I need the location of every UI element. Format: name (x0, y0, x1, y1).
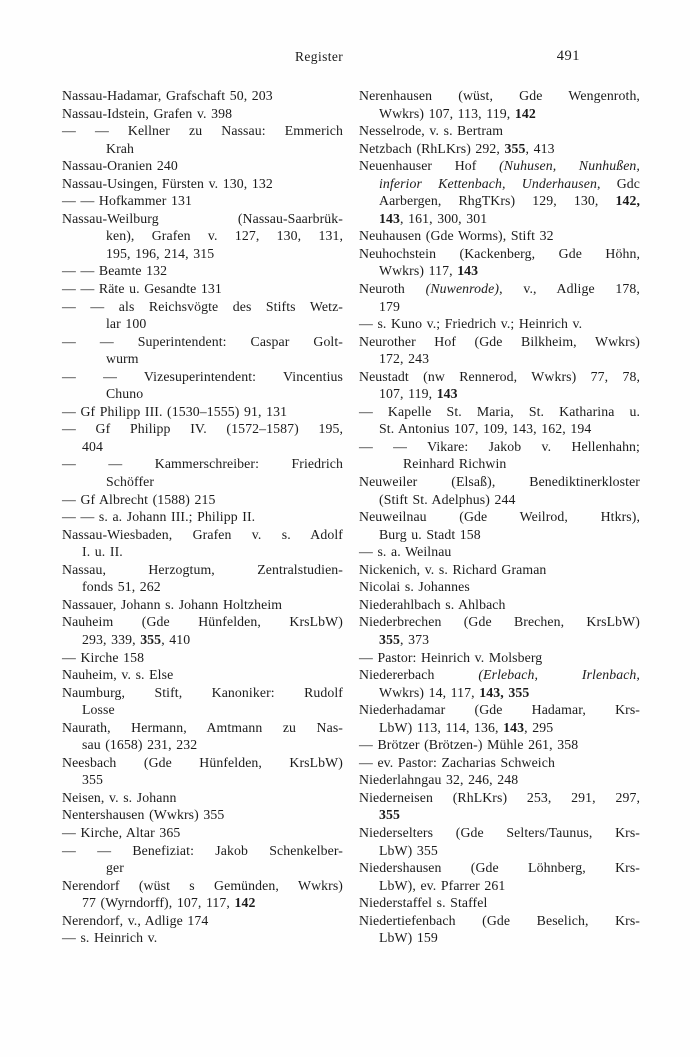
index-column-right (359, 87, 640, 947)
index-line (359, 894, 640, 912)
bold-page-ref: 143 (379, 210, 400, 226)
index-line (62, 666, 343, 684)
text-run: 107, 119, (379, 386, 437, 402)
italic-name-variant: inferior Kettenbach, Underhausen (379, 175, 597, 191)
text-run: Niedererbach (359, 667, 479, 683)
italic-name-variant: (Nuhusen, Nunhußen, (499, 158, 640, 174)
text-run: Wwkrs) 117, (379, 263, 458, 279)
text-run: — — Benefiziat: Jakob Schenkelber- (62, 842, 343, 858)
text-run: Niederlahngau 32, 246, 248 (359, 772, 519, 788)
index-line (62, 227, 343, 245)
text-run: Nesselrode, v. s. Bertram (359, 123, 504, 139)
index-line (62, 333, 343, 351)
text-run: Niederhadamar (Gde Hadamar, Krs- (359, 702, 640, 718)
index-line (62, 87, 343, 105)
text-run: — — Superintendent: Caspar Golt- (62, 333, 343, 349)
index-line (62, 701, 343, 719)
index-line (359, 315, 640, 333)
index-line (62, 543, 343, 561)
text-run: fonds 51, 262 (82, 579, 161, 595)
text-run: Nassau-Idstein, Grafen v. 398 (62, 105, 233, 121)
bold-page-ref: 142 (514, 105, 536, 121)
text-run: Neuweilnau (Gde Weilrod, Htkrs), (359, 509, 640, 525)
text-run: 195, 196, 214, 315 (106, 245, 215, 261)
text-run: ger (106, 860, 124, 876)
text-run: I. u. II. (82, 544, 123, 560)
text-run: Nassau, Herzogtum, Zentralstudien- (62, 561, 343, 577)
text-run: Nickenich, v. s. Richard Graman (359, 561, 547, 577)
text-run: Nassau-Usingen, Fürsten v. 130, 132 (62, 175, 273, 191)
index-line (359, 561, 640, 579)
bold-page-ref: 142 (234, 895, 256, 911)
index-line (359, 929, 640, 947)
index-line (62, 912, 343, 930)
index-line (62, 631, 343, 649)
index-columns (62, 87, 640, 947)
text-run: — Kapelle St. Maria, St. Katharina u. (359, 403, 640, 419)
index-line (62, 859, 343, 877)
index-line (62, 368, 343, 386)
text-run: — — Vizesuperintendent: Vincentius (62, 368, 343, 384)
index-line (359, 192, 640, 210)
text-run: LbW), ev. Pfarrer 261 (379, 877, 506, 893)
text-run: 355 (82, 772, 103, 788)
index-line (359, 631, 640, 649)
index-line (62, 122, 343, 140)
text-run: LbW) 113, 114, 136, (379, 719, 504, 735)
text-run: Nentershausen (Wwkrs) 355 (62, 807, 225, 823)
bold-page-ref: 355 (379, 807, 400, 823)
bold-page-ref: 143 (436, 386, 458, 402)
index-line (359, 701, 640, 719)
bold-page-ref: 355 (504, 140, 526, 156)
index-line (62, 298, 343, 316)
text-run: , 295 (524, 719, 554, 735)
index-line (359, 684, 640, 702)
text-run: Niederneisen (RhLKrs) 253, 291, 297, (359, 789, 640, 805)
index-line (359, 754, 640, 772)
text-run: Nicolai s. Johannes (359, 579, 470, 595)
text-run: Niedershausen (Gde Löhnberg, Krs- (359, 860, 640, 876)
text-run: wurm (106, 351, 139, 367)
index-line (359, 157, 640, 175)
text-run: — s. Heinrich v. (62, 930, 158, 946)
text-run: — — als Reichsvögte des Stifts Wetz- (62, 298, 343, 314)
index-line (359, 227, 640, 245)
index-line (62, 140, 343, 158)
text-run: Nerenhausen (wüst, Gde Wengenroth, (359, 88, 640, 103)
index-line (62, 491, 343, 509)
text-run: ken), Grafen v. 127, 130, 131, (106, 228, 343, 244)
text-run: Schöffer (106, 474, 155, 490)
text-run: Neisen, v. s. Johann (62, 789, 177, 805)
text-run: Neesbach (Gde Hünfelden, KrsLbW) (62, 754, 343, 770)
text-run: Niedertiefenbach (Gde Beselich, Krs- (359, 912, 640, 928)
index-line (62, 894, 343, 912)
index-line (359, 789, 640, 807)
text-run: lar 100 (106, 316, 147, 332)
index-line (359, 262, 640, 280)
bold-page-ref: 143 (503, 719, 525, 735)
text-run: LbW) 355 (379, 842, 438, 858)
bold-page-ref: 355 (379, 631, 400, 647)
index-line (359, 385, 640, 403)
index-line (62, 105, 343, 123)
text-run: Niederahlbach s. Ahlbach (359, 596, 506, 612)
text-run: Neuhausen (Gde Worms), Stift 32 (359, 228, 554, 244)
index-line (359, 333, 640, 351)
text-run: 77 (Wyrndorff), 107, 117, (82, 895, 235, 911)
index-line (359, 596, 640, 614)
index-line (359, 666, 640, 684)
index-line (62, 929, 343, 947)
index-line (62, 262, 343, 280)
text-run: , 413 (525, 140, 555, 156)
index-line (359, 824, 640, 842)
index-line (359, 649, 640, 667)
text-run: — — Kammerschreiber: Friedrich (62, 456, 343, 472)
index-line (62, 280, 343, 298)
index-line (359, 842, 640, 860)
text-run: Naumburg, Stift, Kanoniker: Rudolf (62, 684, 343, 700)
index-line (62, 192, 343, 210)
text-run: — — Räte u. Gesandte 131 (62, 281, 222, 297)
text-run: Aarbergen, RhgTKrs) 129, 130, (379, 193, 616, 209)
text-run: — Gf Philipp IV. (1572–1587) 195, (62, 421, 343, 437)
text-run: 179 (379, 298, 400, 314)
index-line (359, 140, 640, 158)
text-run: — s. a. Weilnau (359, 544, 452, 560)
text-run: Nassauer, Johann s. Johann Holtzheim (62, 596, 283, 612)
index-line (62, 210, 343, 228)
index-line (62, 455, 343, 473)
index-line (359, 771, 640, 789)
index-line (62, 578, 343, 596)
index-column-left (62, 87, 343, 947)
index-line (62, 824, 343, 842)
bold-page-ref: 143, 355 (479, 684, 530, 700)
text-run: Neustadt (nw Rennerod, Wwkrs) 77, 78, (359, 368, 640, 384)
index-line (62, 561, 343, 579)
text-run: 172, 243 (379, 351, 430, 367)
text-run: Naurath, Hermann, Amtmann zu Nas- (62, 719, 343, 735)
text-run: Nassau-Oranien 240 (62, 158, 178, 174)
index-line (62, 613, 343, 631)
text-run: Netzbach (RhLKrs) 292, (359, 140, 505, 156)
index-line (62, 385, 343, 403)
page-number: 491 (556, 48, 580, 64)
text-run: 293, 339, (82, 631, 141, 647)
text-run: — s. Kuno v.; Friedrich v.; Heinrich v. (359, 316, 583, 332)
text-run: Nassau-Weilburg (Nassau-Saarbrük- (62, 210, 343, 226)
index-line (62, 473, 343, 491)
text-run: Nerendorf (wüst s Gemünden, Wwkrs) (62, 877, 343, 893)
text-run: Nauheim, v. s. Else (62, 667, 174, 683)
text-run: — Gf Philipp III. (1530–1555) 91, 131 (62, 403, 288, 419)
text-run: — ev. Pastor: Zacharias Schweich (359, 754, 555, 770)
index-line (359, 455, 640, 473)
index-line (359, 368, 640, 386)
index-line (62, 438, 343, 456)
bold-page-ref: 142, (615, 193, 640, 209)
text-run: Niederbrechen (Gde Brechen, KrsLbW) (359, 614, 640, 630)
text-run: Niederstaffel s. Staffel (359, 895, 488, 911)
text-run: — Pastor: Heinrich v. Molsberg (359, 649, 543, 665)
index-line (359, 122, 640, 140)
text-run: Neuweiler (Elsaß), Benediktinerkloster (359, 474, 640, 490)
text-run: — — Vikare: Jakob v. Hellenhahn; (359, 438, 640, 454)
text-run: Nerendorf, v., Adlige 174 (62, 912, 209, 928)
index-line (359, 736, 640, 754)
text-run: — Kirche, Altar 365 (62, 824, 181, 840)
text-run: Neuenhauser Hof (359, 158, 500, 174)
text-run: Nassau-Wiesbaden, Grafen v. s. Adolf (62, 526, 343, 542)
index-line (62, 842, 343, 860)
index-line (62, 245, 343, 263)
text-run: , Gdc (596, 175, 640, 191)
text-run: Reinhard Richwin (403, 456, 507, 472)
text-run: — Kirche 158 (62, 649, 145, 665)
register-heading: Register (295, 49, 344, 64)
index-line (359, 438, 640, 456)
index-line (62, 596, 343, 614)
text-run: — — Hofkammer 131 (62, 193, 192, 209)
italic-name-variant: (Nuwenrode) (425, 281, 500, 297)
text-run: , v., Adlige 178, (499, 281, 640, 297)
text-run: Neurother Hof (Gde Bilkheim, Wwkrs) (359, 333, 640, 349)
text-run: Nassau-Hadamar, Grafschaft 50, 203 (62, 88, 273, 103)
text-run: Krah (106, 140, 134, 156)
index-line (62, 526, 343, 544)
index-line (359, 613, 640, 631)
index-line (359, 210, 640, 228)
index-line (359, 877, 640, 895)
index-line (359, 578, 640, 596)
index-line (62, 877, 343, 895)
running-head (62, 49, 640, 67)
text-run: Nauheim (Gde Hünfelden, KrsLbW) (62, 614, 343, 630)
index-line (62, 350, 343, 368)
index-line (359, 175, 640, 193)
text-run: LbW) 159 (379, 930, 438, 946)
text-run: , 161, 300, 301 (400, 210, 488, 226)
index-line (62, 315, 343, 333)
italic-name-variant: (Erlebach, Irlenbach, (478, 667, 640, 683)
index-line (359, 508, 640, 526)
index-line (62, 175, 343, 193)
index-line (359, 87, 640, 105)
index-line (359, 245, 640, 263)
text-run: Neuhochstein (Kackenberg, Gde Höhn, (359, 245, 640, 261)
index-line (359, 280, 640, 298)
index-line (62, 684, 343, 702)
index-line (359, 543, 640, 561)
index-line (359, 473, 640, 491)
text-run: Niederselters (Gde Selters/Taunus, Krs- (359, 824, 640, 840)
index-line (359, 806, 640, 824)
index-line (62, 508, 343, 526)
text-run: Wwkrs) 107, 113, 119, (379, 105, 515, 121)
index-line (62, 771, 343, 789)
index-line (62, 420, 343, 438)
index-line (359, 420, 640, 438)
text-run: sau (1658) 231, 232 (82, 737, 198, 753)
index-line (62, 403, 343, 421)
index-line (359, 719, 640, 737)
index-line (359, 526, 640, 544)
index-line (359, 491, 640, 509)
text-run: (Stift St. Adelphus) 244 (379, 491, 516, 507)
index-line (62, 806, 343, 824)
index-line (359, 350, 640, 368)
text-run: Wwkrs) 14, 117, (379, 684, 480, 700)
index-line (62, 157, 343, 175)
text-run: 404 (82, 438, 103, 454)
text-run: — — Beamte 132 (62, 263, 168, 279)
text-run: — Brötzer (Brötzen-) Mühle 261, 358 (359, 737, 579, 753)
index-line (62, 754, 343, 772)
text-run: Neuroth (359, 281, 426, 297)
index-line (359, 403, 640, 421)
text-run: — Gf Albrecht (1588) 215 (62, 491, 216, 507)
bold-page-ref: 355 (140, 631, 162, 647)
text-run: St. Antonius 107, 109, 143, 162, 194 (379, 421, 592, 437)
index-line (359, 859, 640, 877)
text-run: Losse (82, 702, 115, 718)
text-run: , 410 (161, 631, 191, 647)
text-run: Burg u. Stadt 158 (379, 526, 481, 542)
text-run: — — s. a. Johann III.; Philipp II. (62, 509, 256, 525)
index-line (62, 736, 343, 754)
index-line (359, 105, 640, 123)
bold-page-ref: 143 (457, 263, 479, 279)
index-line (359, 912, 640, 930)
text-run: — — Kellner zu Nassau: Emmerich (62, 123, 343, 139)
text-run: Chuno (106, 386, 144, 402)
index-line (62, 719, 343, 737)
index-line (62, 789, 343, 807)
index-line (62, 649, 343, 667)
text-run: , 373 (400, 631, 430, 647)
index-line (359, 298, 640, 316)
